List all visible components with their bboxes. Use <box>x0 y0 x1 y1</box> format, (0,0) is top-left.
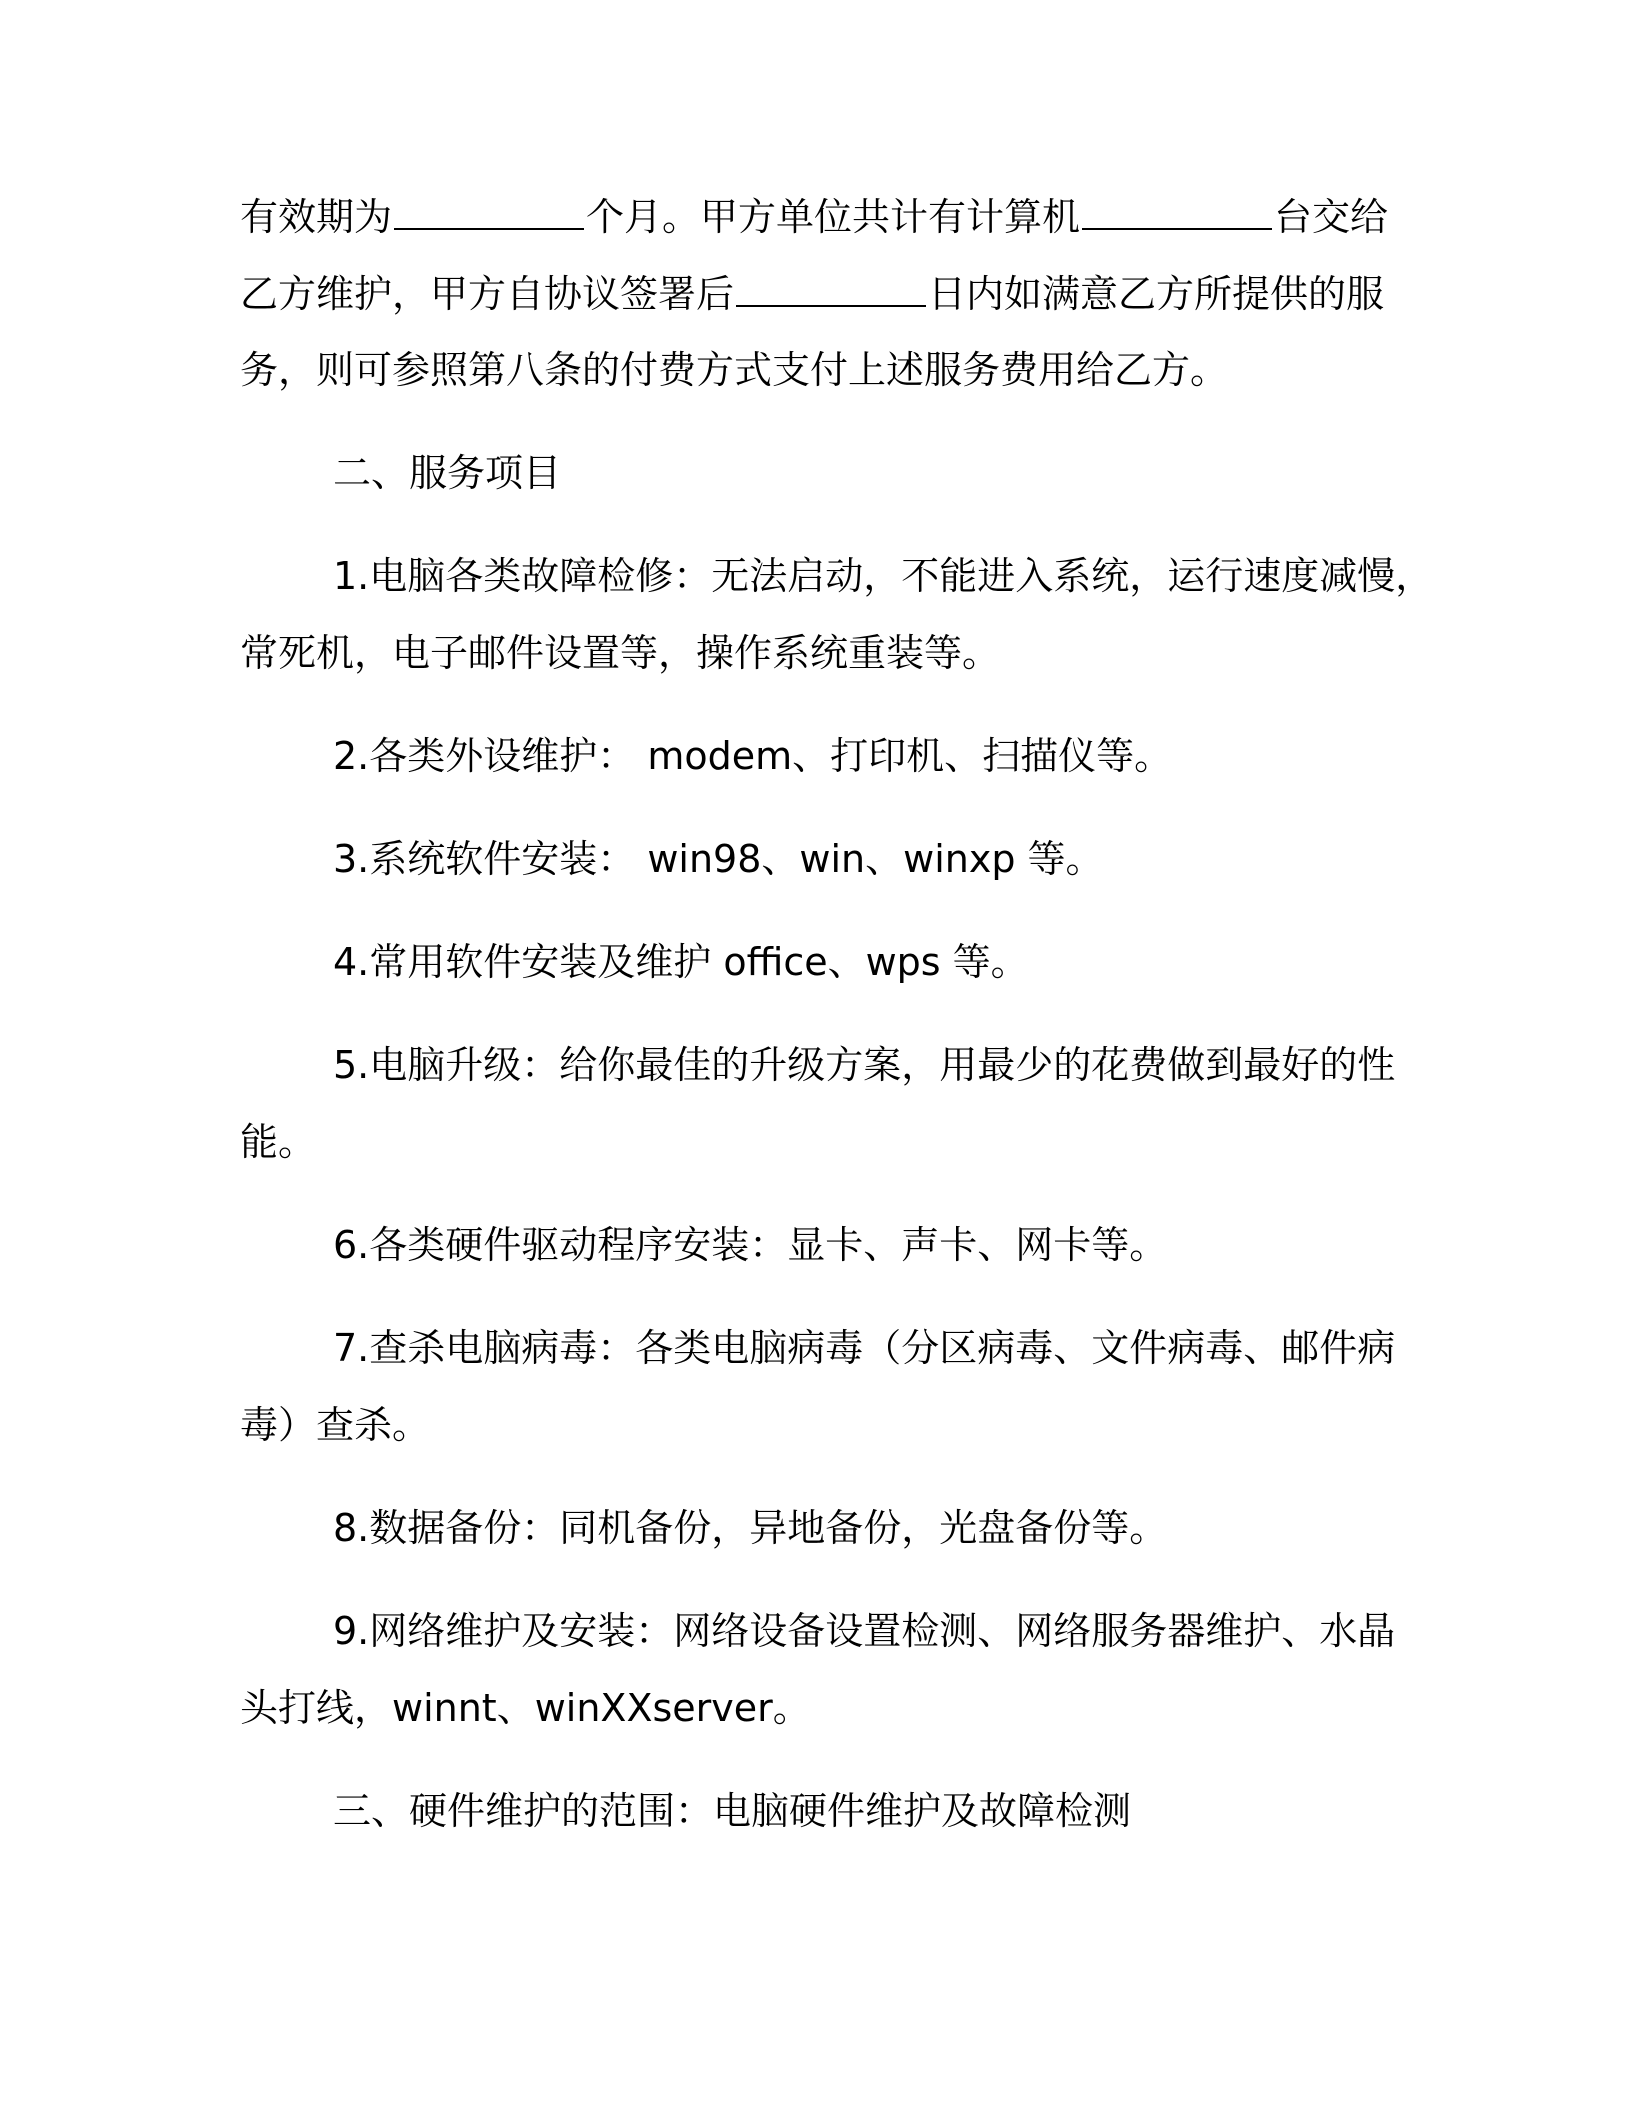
paragraph-line <box>240 192 1388 242</box>
text-segment: 个月。甲方单位共计有计算机 <box>586 195 1081 239</box>
list-item: 2.各类外设维护： modem、打印机、扫描仪等。 <box>333 734 1173 778</box>
section-heading: 二、服务项目 <box>333 451 562 495</box>
list-item: 1.电脑各类故障检修：无法启动，不能进入系统，运行速度减慢， <box>333 554 1434 598</box>
list-item: 3.系统软件安装： win98、win、winxp 等。 <box>333 837 1104 881</box>
paragraph-line <box>240 269 1384 319</box>
list-item-continuation: 头打线，winnt、winXXserver。 <box>240 1686 811 1730</box>
list-item: 4.常用软件安装及维护 office、wps 等。 <box>333 940 1029 984</box>
text-segment: 台交给 <box>1274 195 1389 239</box>
list-item: 8.数据备份：同机备份，异地备份，光盘备份等。 <box>333 1506 1168 1550</box>
fill-in-blank <box>736 271 926 307</box>
text-segment: 有效期为 <box>240 195 393 239</box>
list-item: 9.网络维护及安装：网络设备设置检测、网络服务器维护、水晶 <box>333 1609 1396 1653</box>
paragraph-line: 务，则可参照第八条的付费方式支付上述服务费用给乙方。 <box>240 348 1229 392</box>
list-item: 6.各类硬件驱动程序安装：显卡、声卡、网卡等。 <box>333 1223 1168 1267</box>
fill-in-blank <box>1082 194 1272 230</box>
list-item: 5.电脑升级：给你最佳的升级方案，用最少的花费做到最好的性 <box>333 1043 1396 1087</box>
text-segment: 乙方维护，甲方自协议签署后 <box>240 272 735 316</box>
list-item-continuation: 能。 <box>240 1120 317 1164</box>
list-item-continuation: 毒）查杀。 <box>240 1403 431 1447</box>
text-segment: 日内如满意乙方所提供的服 <box>928 272 1385 316</box>
list-item-continuation: 常死机，电子邮件设置等，操作系统重装等。 <box>240 631 1001 675</box>
section-heading: 三、硬件维护的范围：电脑硬件维护及故障检测 <box>333 1789 1132 1833</box>
list-item: 7.查杀电脑病毒：各类电脑病毒（分区病毒、文件病毒、邮件病 <box>333 1326 1396 1370</box>
fill-in-blank <box>394 194 584 230</box>
